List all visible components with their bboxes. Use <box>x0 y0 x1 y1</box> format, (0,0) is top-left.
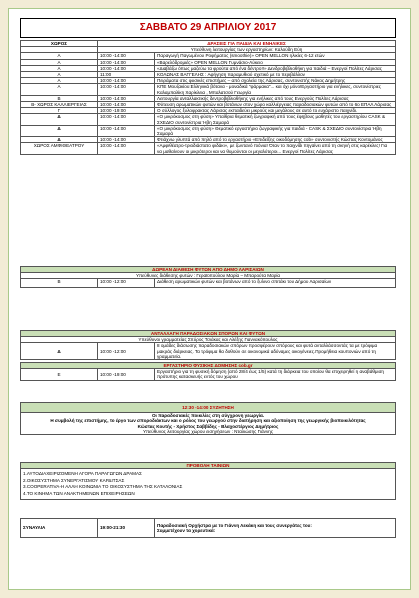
row-time: 10:00 -19:00 <box>98 108 155 114</box>
discussion-line2: Η συμβολή της επιστήμης, το έργο των σποροδιάκτων και ο ρόλος του γεωργού στην διατήρηση και αξιοποίηση της γεωργικής βιοποικιλότητας <box>21 418 396 423</box>
film-item: 1.ΑΥΤΟΔΙΑΧΕΙΡΙΖΟΜΕΝΗ ΑΓΟΡΑ ΠΑΡΑΓΩΓΩΝ ΔΡΑΜΑΣ <box>23 471 142 477</box>
cob-title: ΕΡΓΑΣΤΗΡΙΟ ΦΥΣΙΚΗΣ ΔΟΜΗΣΗΣ cob.gr <box>21 363 396 369</box>
plants-section <box>20 266 396 288</box>
program-row <box>21 102 396 108</box>
row-time: 10:00 -14:00 <box>98 78 155 84</box>
film-item: 3.COOPERATIVA-Η ΑΛΛΗ ΚΟΙΝΩΝΙΑ ΤΟ ΟΙΚΟΣΥΣΤΗΜΑ ΤΗΣ ΚΑΤΑΛΟΝΙΑΣ <box>23 484 183 490</box>
films-title: ΠΡΟΒΟΛΗ ΤΑΙΝΙΩΝ <box>21 463 396 469</box>
row-activity: «Βαρελόδρομιές» OPEN MELLON Γυμνάσιο-Λύκειο <box>155 59 396 65</box>
discussion-speakers: Κώστας Κουτής - Χρήστος Σαββίδης - Βλαχοστέργιος Δημήτριος <box>21 424 396 429</box>
row-time: 10:00 -14:00 <box>98 95 155 101</box>
films-section <box>20 462 396 500</box>
program-row <box>21 114 396 125</box>
row-activity: Παραγωγή Παγωμένου Ροφήματος (smoothie)» OPEN MELLON ηλικίες 6-12 ετών <box>155 53 396 59</box>
row-time: 10:00 -14:00 <box>98 53 155 59</box>
row-activity: Πειράματα στις φυσικές επιστήμες – από σχολεία της Λάρισας, συντονιστής Νάκος Δημήτρης <box>155 78 396 84</box>
main-subtitle: Υπεύθυνη λειτουργίας των εργαστηρίων: Καλούδη Εύη <box>98 47 396 53</box>
row-time: 10:00 -14:00 <box>98 137 155 143</box>
film-item: 2.ΟΙΚΟΣΥΣΤΗΜΑ ΣΥΝΕΡΓΑΤΙΣΜΟΥ ΚΑΡΔΙΤΣΑΣ <box>23 477 125 483</box>
row-activity: «Αμφιθέατρο-τριοδιάστατο φιδάκι», με ζωντανό πιόνια! Όταν το παιχνίδι πηγαίνει από τη σκηνή στις καρέκλες! Για να μαθαίνουν οι μικρότεροι και να θυμούνται οι μεγαλύτεροι... Ενεργοί Πολίτες Λάρισας <box>155 143 396 154</box>
program-row <box>21 125 396 136</box>
plants-title: ΔΩΡΕΑΝ ΔΙΑΘΕΣΗ ΦΥΤΩΝ ΑΠΟ ΔΗΜΟ ΛΑΡΙΣΑΙΩΝ <box>21 267 396 273</box>
row-activity: «Ο μικρόκοσμος στη φύση» Υπαίθρια θεματική ζωγραφική από τους έφηβους μαθητές του εργαστηρίου CASK & ΣΧΕΔΙΟ συντονίστρια Ήβη Σαμαρά <box>155 114 396 125</box>
discussion-line1: Οι παραδοσιακές ποικιλίες στη σύγχρονη γεωργία. <box>21 413 396 419</box>
row-place: Α <box>21 78 98 84</box>
row-time: 11:00 <box>98 72 155 78</box>
row-activity: «Ο μικρόκοσμος στη φύση» Θεματικό εργαστήριο ζωγραφικής για παιδιά - CASK & ΣΧΕΔΙΟ συντονίστρια Ήβη Σαμαρά <box>155 125 396 136</box>
program-row <box>21 84 396 95</box>
row-time: 10:00 -14:00 <box>98 84 155 95</box>
row-activity: «Διαβάζω όπως μαζεύω τα φρούτα από ένα δέντρο!!» Δενδροβιβλιοθήκη για παιδιά – Ενεργοί Πολίτες Λάρισας <box>155 65 396 71</box>
row-place: Δ <box>21 125 98 136</box>
seeds-time: 10:00 -12:00 <box>98 343 155 360</box>
concert-line1: Παραδοσιακή Ορχήστρα με το Γιάννη Λεκάκη και τους συνεργάτες του: <box>157 522 312 528</box>
row-place: Β <box>21 95 98 101</box>
seeds-subtitle: Υπεύθυνοι γραμματείας Σπύρος Τσιάκας και Αλέξης Γιαννακόπουλος <box>21 337 396 343</box>
row-activity: Φύτευση αρωματικών φυτών και βοτάνων στον χώρο καλλιέργειας παραδοσιακών φυτών από το 6ο ΕΠΑΛ Λάρισας <box>155 102 396 108</box>
row-activity: ΚΠΕ Μουζακίου:Ελληνικά βότανα - μοναδικά "φάρμακα"... και όχι μόνο!Εργαστήριο για ενήλικες, συντονίστριες Καλαμπαλίκη Χαρίκλεια , Μπαλατσού Γεωργία <box>155 84 396 95</box>
row-place: Α <box>21 53 98 59</box>
seeds-section <box>20 330 396 360</box>
concert-section <box>20 518 396 538</box>
concert-time: 19:00-21:30 <box>98 519 155 538</box>
seeds-text: 8 ομάδες διάσωσης παραδοσιακών σπόρων προσφέρουν σπόρους και φυτά ανταλλάσσοντάς τα με τρόφιμα μακράς διάρκειας. Τα τρόφιμα θα δοθούν σε οικονομικά αδύναμες οικογένειες.Προμήθεια κουπονιών από τη γραμματεία. <box>155 343 396 360</box>
seeds-place: Δ <box>21 343 98 360</box>
cob-section <box>20 362 396 381</box>
row-place: Δ <box>21 114 98 125</box>
discussion-responsible: Υπεύθυνος λειτουργίας χώρου εισηγήσεων : Νταλιώσης Γιάννης <box>21 429 396 435</box>
row-place: ΧΩΡΟΣ ΑΜΦΙΘΕΑΤΡΟΥ <box>21 143 98 154</box>
cob-place: Ε <box>21 369 98 380</box>
row-time: 10:00 -14:00 <box>98 143 155 154</box>
row-activity: Λειτουργία ανταλλακτικής δεντροβιβλιοθήκης για ενήλικες από τους Ενεργούς Πολίτες Λάρισας <box>155 95 396 101</box>
row-place: Δ <box>21 137 98 143</box>
discussion-section <box>20 402 396 435</box>
row-place: Α <box>21 72 98 78</box>
plants-place: Β <box>21 279 98 288</box>
row-place: Β- ΧΩΡΟΣ ΚΑΛΛΙΕΡΓΕΙΑΣ <box>21 102 98 108</box>
row-time: 10:00 -14:00 <box>98 125 155 136</box>
program-row <box>21 143 396 154</box>
film-item: 4.ΤΟ ΚΙΝΗΜΑ ΤΩΝ ΑΝΑΚΤΗΜΕΝΩΝ ΕΠΙΧΕΙΡΗΣΕΩΝ <box>23 490 135 496</box>
row-time: 10:00 -14:00 <box>98 65 155 71</box>
plants-time: 10:00 -12:00 <box>98 279 155 288</box>
col-title-header: ΔΡΑΣΕΙΣ ΓΙΑ ΠΑΙΔΙΑ ΚΑΙ ΕΝΗΛΙΚΕΣ <box>98 41 396 47</box>
row-activity: Ο σύλλογος ξυλοφρακτας Λάρισας εκπαιδεύει μικρούς και μεγάλους σε αυτό το ευχάριστο παιχνίδι. <box>155 108 396 114</box>
row-place: Γ <box>21 108 98 114</box>
page-title: ΣΑΒΒΑΤΟ 29 ΑΠΡΙΛΙΟΥ 2017 <box>20 18 396 38</box>
concert-label: ΣΥΝΑΥΛΙΑ <box>21 519 98 538</box>
concert-line2: Συμμετέχουν τα χορευτικά: <box>157 528 216 533</box>
cob-time: 10:00 -19:00 <box>98 369 155 380</box>
row-time: 10:00 -14:00 <box>98 102 155 108</box>
plants-text: Διάθεση αρωματικών φυτών και βοτάνων από το ξυλινο σπιτάκι του Δήμου Λαρισαίων <box>155 279 396 288</box>
row-activity: Φτιάχνω γλυπτά από πηλό από το εργαστήριο «Επιδείξης οικοδόμησης cob» συντονιστής Κώστας Κοντομάνος <box>155 137 396 143</box>
col-place-header: ΧΩΡΟΣ <box>21 41 98 47</box>
row-place: Α <box>21 84 98 95</box>
discussion-title: 12:30 -14:00 ΣΥΖΗΤΗΣΗ <box>21 403 396 413</box>
plants-subtitle: Υπεύθυνες διάθεσης φυτών : Γεραϊοπούλου Μαρία – Μπαρούτα Μαρία <box>21 273 396 279</box>
row-place: Α <box>21 65 98 71</box>
cob-text: Εργαστήριο για τη φυσική δόμηση (από 28/4 έως 1/5) κατά τη διάρκεια του οποίου θα επιχειρηθεί η αναβάθμιση πρότυπης κατασκευής εντός του χώρου <box>155 369 396 380</box>
row-time: 10:00 -14:00 <box>98 59 155 65</box>
main-program <box>20 40 396 155</box>
seeds-title: ΑΝΤΑΛΛΑΓΗ ΠΑΡΑΔΟΣΙΑΚΩΝ ΣΠΟΡΩΝ ΚΑΙ ΦΥΤΩΝ <box>21 331 396 337</box>
row-activity: ΚΟΛΩΝΑΣ ΒΑΓΓΕΛΗΣ : Αφήγηση παραμυθιού σχετικό με το περιβάλλον <box>155 72 396 78</box>
row-place: Α <box>21 59 98 65</box>
row-time: 10:00 -14:00 <box>98 114 155 125</box>
